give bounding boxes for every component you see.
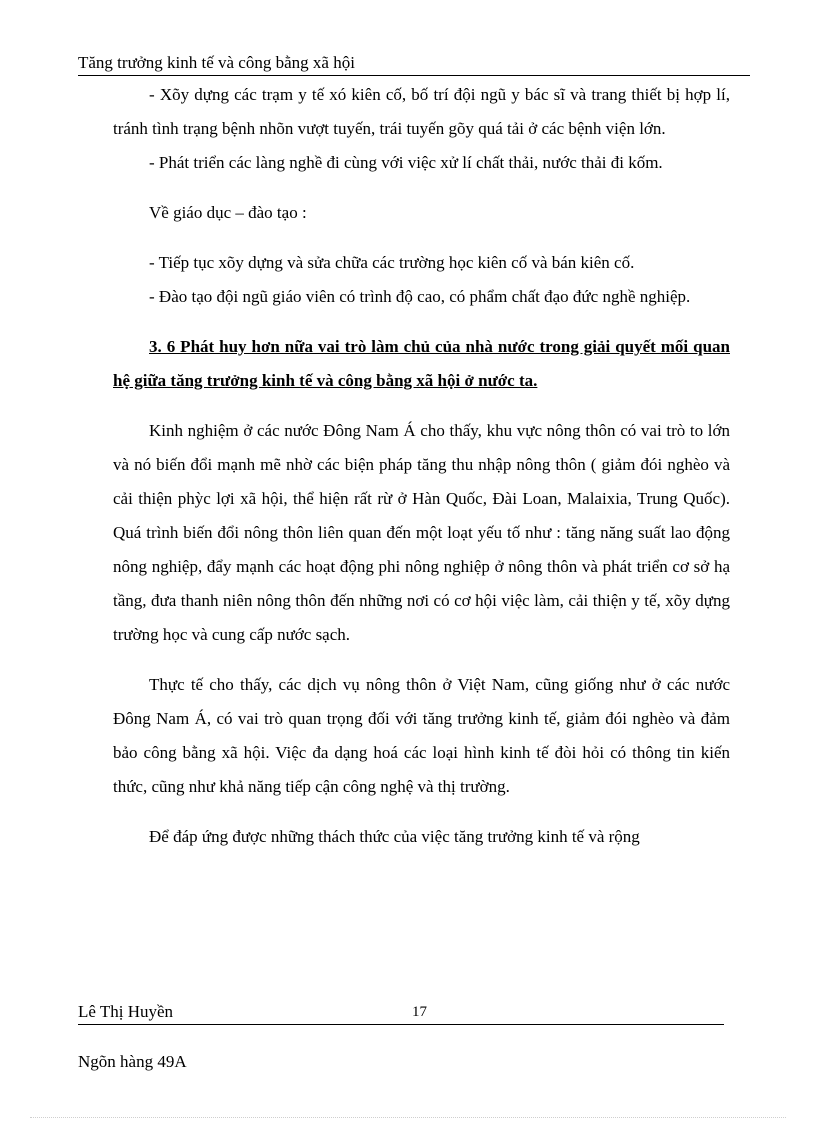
- paragraph-teachers: - Đào tạo đội ngũ giáo viên có trình độ cao, có phẩm chất đạo đức nghề nghiệp.: [149, 287, 691, 306]
- section-heading: 3. 6 Phát huy hơn nữa vai trò làm chủ của nhà nước trong giải quyết mối quan hệ giữa tăng trưởng kinh tế và công bằng xã hội ở nước ta.: [113, 337, 730, 390]
- paragraph-southeast-asia: Kinh nghiệm ở các nước Đông Nam Á cho thấy, khu vực nông thôn có vai trò to lớn và nó biến đổi mạnh mẽ nhờ các biện pháp tăng thu nhập nông thôn ( giảm đói nghèo và cải thiện phỳc lợi xã hội, thể hiện rất rừ ở Hàn Quốc, Đài Loan, Malaixia, Trung Quốc). Quá trình biến đổi nông thôn liên quan đến một loạt yếu tố như : tăng năng suất lao động nông nghiệp, đẩy mạnh các hoạt động phi nông nghiệp ở nông thôn và phát triển cơ sở hạ tầng, đưa thanh niên nông thôn đến những nơi có cơ hội việc làm, cải thiện y tế, xõy dựng trường học và cung cấp nước sạch.: [113, 421, 730, 644]
- paragraph-health-stations: - Xõy dựng các trạm y tế xó kiên cố, bố trí đội ngũ y bác sĩ và trang thiết bị hợp lí, tránh tình trạng bệnh nhõn vượt tuyến, trái tuyến gõy quá tải ở các bệnh viện lớn.: [113, 85, 730, 138]
- paragraph-rural-services: Thực tế cho thấy, các dịch vụ nông thôn ở Việt Nam, cũng giống như ở các nước Đông Nam Á, có vai trò quan trọng đối với tăng trưởng kinh tế, giảm đói nghèo và đảm bảo công bằng xã hội. Việc đa dạng hoá các loại hình kinh tế đòi hỏi có thông tin kiến thức, cũng như khả năng tiếp cận công nghệ và thị trường.: [113, 675, 730, 796]
- page-header: [78, 52, 750, 76]
- footer-author: Lê Thị Huyền: [78, 1002, 174, 1021]
- page-number: 17: [412, 1004, 427, 1020]
- paragraph-schools: - Tiếp tục xõy dựng và sửa chữa các trường học kiên cố và bán kiên cố.: [149, 253, 635, 272]
- paragraph-craft-villages: - Phát triển các làng nghề đi cùng với việc xử lí chất thải, nước thải đi kốm.: [149, 153, 663, 172]
- footer-class: Ngõn hàng 49A: [78, 1052, 187, 1071]
- header-title: Tăng trưởng kinh tế và công bằng xã hội: [78, 53, 355, 72]
- page-bottom-divider: [30, 1117, 786, 1118]
- page-footer: [78, 1000, 724, 1025]
- paragraph-education-intro: Về giáo dục – đào tạo :: [149, 203, 307, 222]
- document-body: [113, 78, 730, 854]
- paragraph-challenges: Để đáp ứng được những thách thức của việc tăng trưởng kinh tế và rộng: [149, 827, 640, 846]
